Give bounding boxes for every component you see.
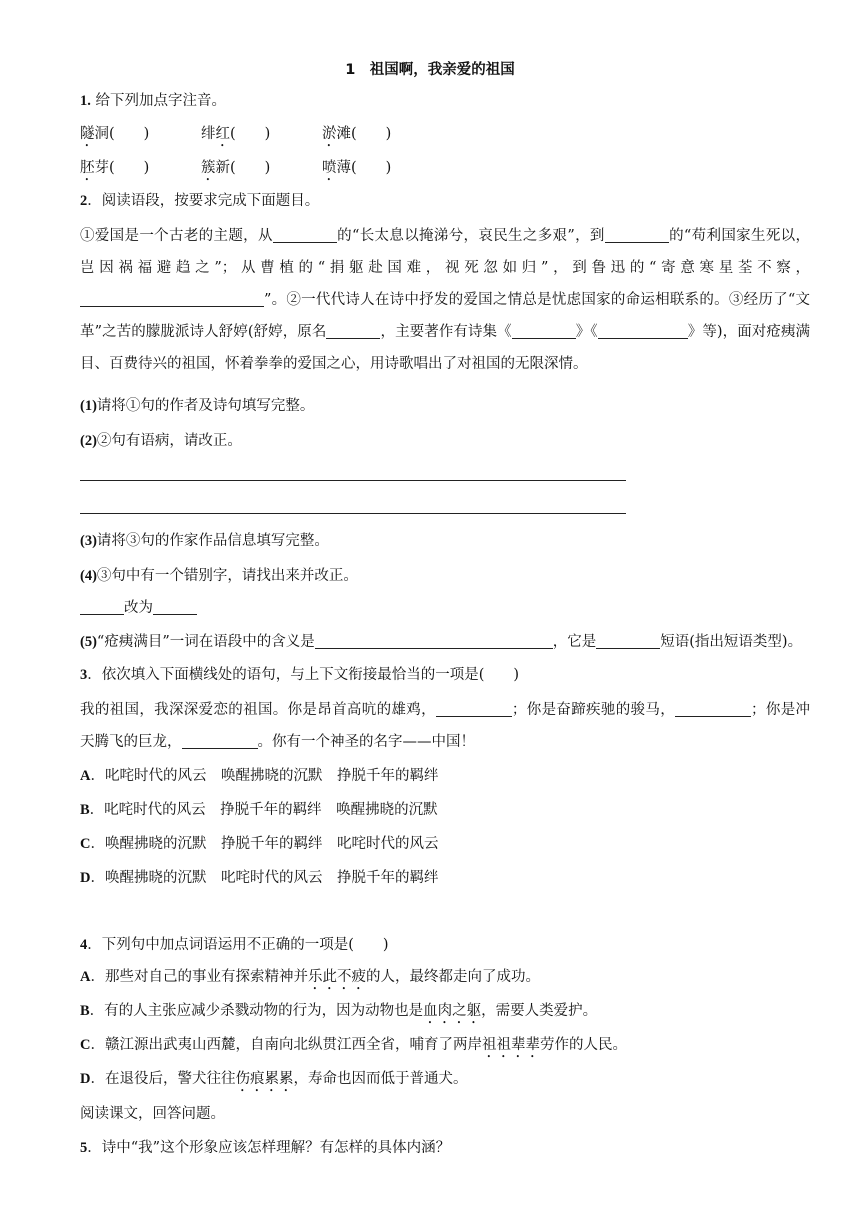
q2-sub4-answer: 改为 (80, 598, 197, 618)
q3-option-a[interactable]: A．叱咤时代的风云 唤醒拂晓的沉默 挣脱千年的羁绊 (80, 768, 439, 784)
blank[interactable] (675, 700, 751, 717)
q1-item: 隧洞( ) (80, 126, 150, 142)
question-1-stem: 1. 给下列加点字注音。 (80, 93, 226, 109)
blank[interactable] (315, 632, 553, 649)
q2-sub4: (4)③句中有一个错别字，请找出来并改正。 (80, 568, 358, 584)
blank[interactable] (153, 598, 197, 615)
question-5-stem: 5．诗中“我”这个形象应该怎样理解？有怎样的具体内涵？ (80, 1140, 451, 1156)
question-4-stem: 4．下列句中加点词语运用不正确的一项是( ) (80, 937, 389, 953)
q1-item: 绯红( ) (201, 126, 271, 142)
question-3-stem: 3．依次填入下面横线处的语句，与上下文衔接最恰当的一项是( ) (80, 667, 520, 683)
blank[interactable] (598, 322, 688, 339)
q1-item: 胚芽( ) (80, 160, 150, 176)
blank[interactable] (273, 226, 337, 243)
blank[interactable] (512, 322, 576, 339)
page-title: 1 祖国啊，我亲爱的祖国 (345, 62, 515, 78)
blank[interactable] (436, 700, 512, 717)
blank[interactable] (605, 226, 669, 243)
q2-sub2: (2)②句有语病，请改正。 (80, 433, 242, 449)
q2-passage: ①爱国是一个古老的主题，从 的“长太息以掩涕兮，哀民生之多艰”，到 的“苟利国家生死以，岂因祸福避趋之”；从曹植的“捐躯赴国难，视死忽如归”，到鲁迅的“寄意寒星荃不察，”。②一代代诗人在诗中抒发的爱国之情总是忧虑国家的命运相联系的。③经历了“文革”之苦的朦胧派诗人舒婷(舒婷，原名 ，主要著作有诗集《 》《 》等)，面对疮痍满目、百费待兴的祖国，怀着拳拳的爱国之心，用诗歌唱出了对祖国的无限深情。 (80, 228, 811, 372)
q1-item: 簇新( ) (201, 160, 271, 176)
question-2-stem: 2．阅读语段，按要求完成下面题目。 (80, 193, 320, 209)
blank[interactable] (80, 290, 264, 307)
q4-option-a[interactable]: A．那些对自己的事业有探索精神并乐此不疲的人，最终都走向了成功。 (80, 969, 540, 985)
blank[interactable] (596, 632, 660, 649)
q1-item: 淤滩( ) (322, 126, 392, 142)
answer-line[interactable] (80, 513, 626, 514)
q3-passage: 我的祖国，我深深爱恋的祖国。你是昂首高吭的雄鸡， ；你是奋蹄疾驰的骏马， ；你是冲天腾飞的巨龙， 。你有一个神圣的名字——中国！ (80, 702, 811, 750)
q1-item: 喷薄( ) (322, 160, 392, 176)
q3-option-c[interactable]: C．唤醒拂晓的沉默 挣脱千年的羁绊 叱咤时代的风云 (80, 836, 439, 852)
answer-line[interactable] (80, 480, 626, 481)
q2-sub3: (3)请将③句的作家作品信息填写完整。 (80, 533, 329, 549)
q4-option-d[interactable]: D．在退役后，警犬往往伤痕累累，寿命也因而低于普通犬。 (80, 1071, 468, 1087)
blank[interactable] (182, 732, 258, 749)
q2-sub1: (1)请将①句的作者及诗句填写完整。 (80, 398, 315, 414)
q3-option-d[interactable]: D．唤醒拂晓的沉默 叱咤时代的风云 挣脱千年的羁绊 (80, 870, 439, 886)
reading-instruction: 阅读课文，回答问题。 (80, 1106, 225, 1122)
q3-option-b[interactable]: B．叱咤时代的风云 挣脱千年的羁绊 唤醒拂晓的沉默 (80, 802, 438, 818)
q4-option-b[interactable]: B．有的人主张应减少杀戮动物的行为，因为动物也是血肉之躯，需要人类爱护。 (80, 1003, 598, 1019)
blank[interactable] (326, 322, 380, 339)
q2-sub5: (5)“疮痍满目”一词在语段中的含义是 ，它是 短语(指出短语类型)。 (80, 634, 803, 650)
blank[interactable] (80, 598, 124, 615)
q4-option-c[interactable]: C．赣江源出武夷山西麓，自南向北纵贯江西全省，哺育了两岸祖祖辈辈劳作的人民。 (80, 1037, 627, 1053)
